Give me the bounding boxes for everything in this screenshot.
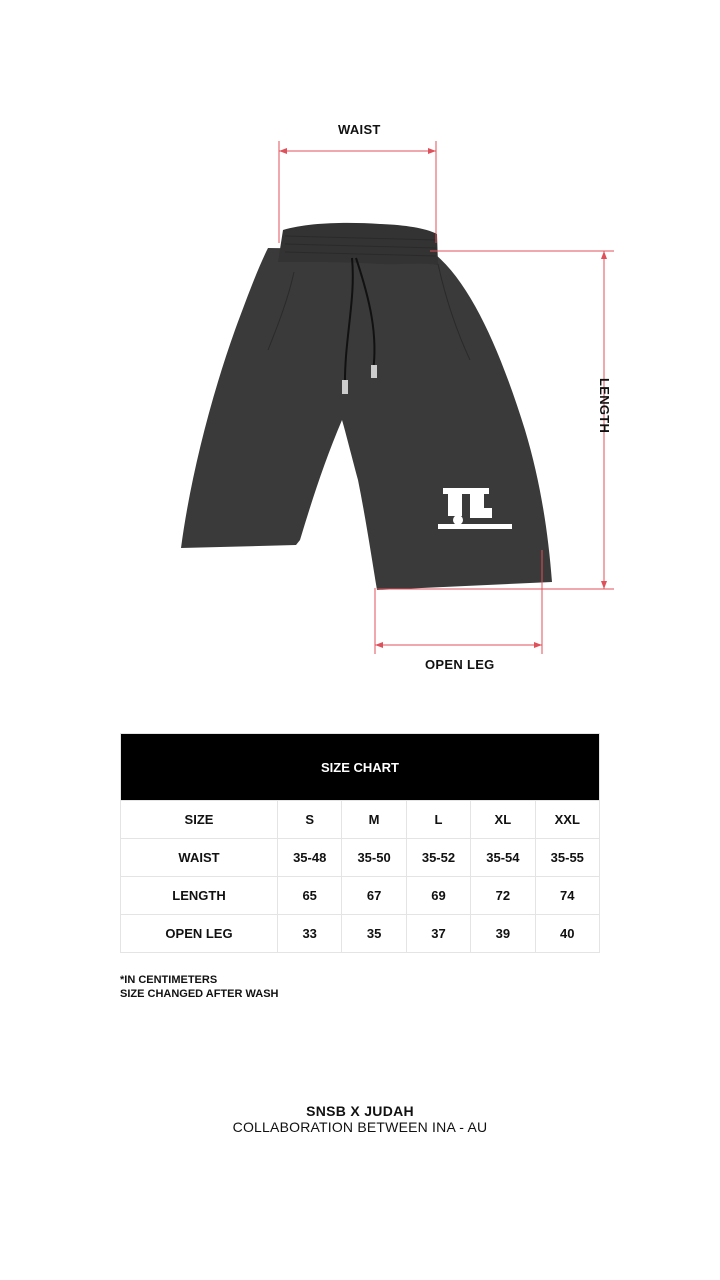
table-cell: 35-55: [535, 839, 599, 877]
table-cell: 40: [535, 915, 599, 953]
table-cell: 35-52: [406, 839, 470, 877]
header-cell: L: [406, 801, 470, 839]
row-label: OPEN LEG: [121, 915, 278, 953]
footer-subtitle: COLLABORATION BETWEEN INA - AU: [232, 1119, 488, 1135]
header-cell: XL: [471, 801, 535, 839]
table-cell: 35: [342, 915, 406, 953]
table-cell: 67: [342, 877, 406, 915]
note-wash: SIZE CHANGED AFTER WASH: [120, 988, 279, 1000]
table-cell: 69: [406, 877, 470, 915]
size-notes: [120, 973, 279, 1001]
size-header-row: [121, 801, 600, 839]
table-row: [121, 915, 600, 953]
table-cell: 33: [278, 915, 342, 953]
table-cell: 37: [406, 915, 470, 953]
size-chart-table: [120, 733, 600, 953]
row-label: LENGTH: [121, 877, 278, 915]
waist-label: WAIST: [338, 122, 381, 137]
size-chart-title-row: [121, 734, 600, 801]
table-row: [121, 877, 600, 915]
table-cell: 35-48: [278, 839, 342, 877]
table-cell: 35-54: [471, 839, 535, 877]
row-label: WAIST: [121, 839, 278, 877]
table-cell: 65: [278, 877, 342, 915]
header-cell: S: [278, 801, 342, 839]
table-row: [121, 839, 600, 877]
shorts-garment: [181, 248, 552, 590]
note-units: *IN CENTIMETERS: [120, 974, 218, 986]
size-chart-title: SIZE CHART: [121, 734, 600, 801]
footer: [0, 1103, 720, 1135]
length-label: LENGTH: [597, 378, 612, 434]
open-leg-label: OPEN LEG: [425, 657, 495, 672]
table-cell: 72: [471, 877, 535, 915]
shorts-waistband: [278, 223, 438, 265]
header-cell: XXL: [535, 801, 599, 839]
footer-brand: SNSB X JUDAH: [306, 1103, 414, 1119]
table-cell: 39: [471, 915, 535, 953]
header-cell: SIZE: [121, 801, 278, 839]
table-cell: 35-50: [342, 839, 406, 877]
table-cell: 74: [535, 877, 599, 915]
header-cell: M: [342, 801, 406, 839]
